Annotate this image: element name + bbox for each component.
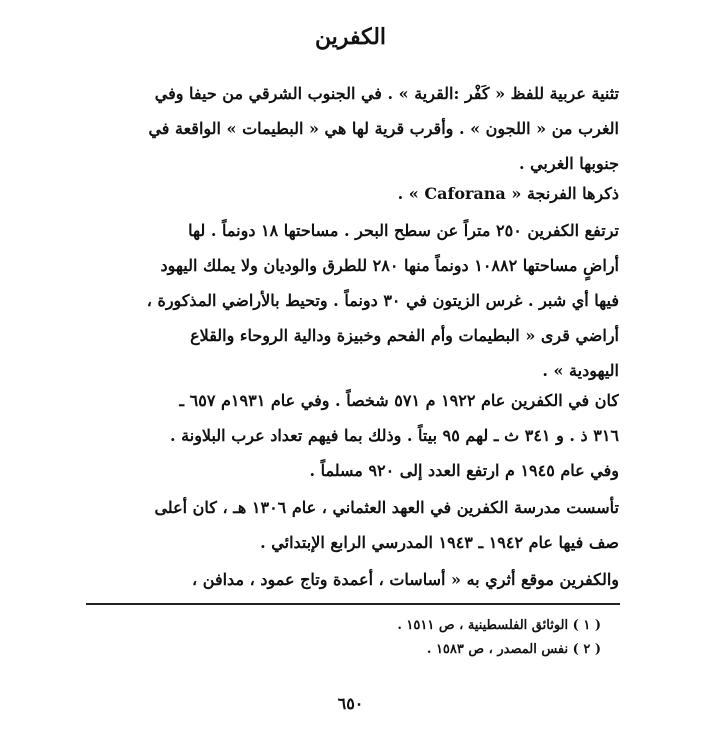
text-line: وفي عام ١٩٤٥ م ارتفع العدد إلى ٩٢٠ مسلماً . bbox=[309, 461, 619, 480]
text-line: الغرب من « اللجون » . وأقرب قرية لها هي « البطيمات » الواقعة في bbox=[148, 119, 619, 138]
footnote-2: ( ٢ ) نفس المصدر ، ص ١٥٨٣ . bbox=[426, 642, 601, 657]
footnotes bbox=[397, 614, 601, 662]
text-line: ٣١٦ ذ . و ٣٤١ ث ـ لهم ٩٥ بيتاً . وذلك بما فيهم تعداد عرب البلاونة . bbox=[170, 426, 619, 445]
text-line: ترتفع الكفرين ٢٥٠ متراً عن سطح البحر . مساحتها ١٨ دونماً . لها bbox=[188, 221, 619, 240]
text-line: صف فيها عام ١٩٤٢ ـ ١٩٤٣ المدرسي الرابع الإبتدائي . bbox=[260, 533, 619, 552]
paragraph-school bbox=[86, 490, 619, 560]
paragraph-location bbox=[86, 76, 619, 181]
text-line: جنوبها الغربي . bbox=[518, 154, 619, 173]
text-line: اليهودية » . bbox=[542, 361, 619, 380]
text-line: أراضٍ مساحتها ١٠٨٨٢ دونماً منها ٢٨٠ للطرق والوديان ولا يملك اليهود bbox=[160, 256, 619, 275]
text-line: تأسست مدرسة الكفرين في العهد العثماني ، عام ١٣٠٦ هـ ، كان أعلى bbox=[154, 498, 619, 517]
paragraph-archaeology bbox=[86, 562, 619, 597]
text-line: فيها أي شبر . غرس الزيتون في ٣٠ دونماً . وتحيط بالأراضي المذكورة ، bbox=[146, 291, 619, 310]
text-line: والكفرين موقع أثري به « أساسات ، أعمدة وتاج عمود ، مدافن ، bbox=[192, 570, 619, 589]
paragraph-population bbox=[86, 383, 619, 488]
text-line: كان في الكفرين عام ١٩٢٢ م ٥٧١ شخصاً . وفي عام ١٩٣١م ٦٥٧ ـ bbox=[179, 391, 619, 410]
text-line: أراضي قرى « البطيمات وأم الفحم وخبيزة ودالية الروحاء والقلاع bbox=[190, 326, 619, 345]
footnote-divider bbox=[86, 603, 620, 605]
text-line: ذكرها الفرنجة « Caforana » . bbox=[397, 184, 619, 203]
page-title: الكفرين bbox=[314, 24, 387, 50]
text-line: تثنية عربية للفظ « كَفْر :القرية » . في الجنوب الشرقي من حيفا وفي bbox=[154, 84, 619, 103]
paragraph-area bbox=[86, 213, 619, 388]
page-number: ٦٥٠ bbox=[337, 694, 364, 713]
footnote-1: ( ١ ) الوثائق الفلسطينية ، ص ١٥١١ . bbox=[397, 618, 601, 633]
paragraph-crusader-name bbox=[86, 176, 619, 211]
